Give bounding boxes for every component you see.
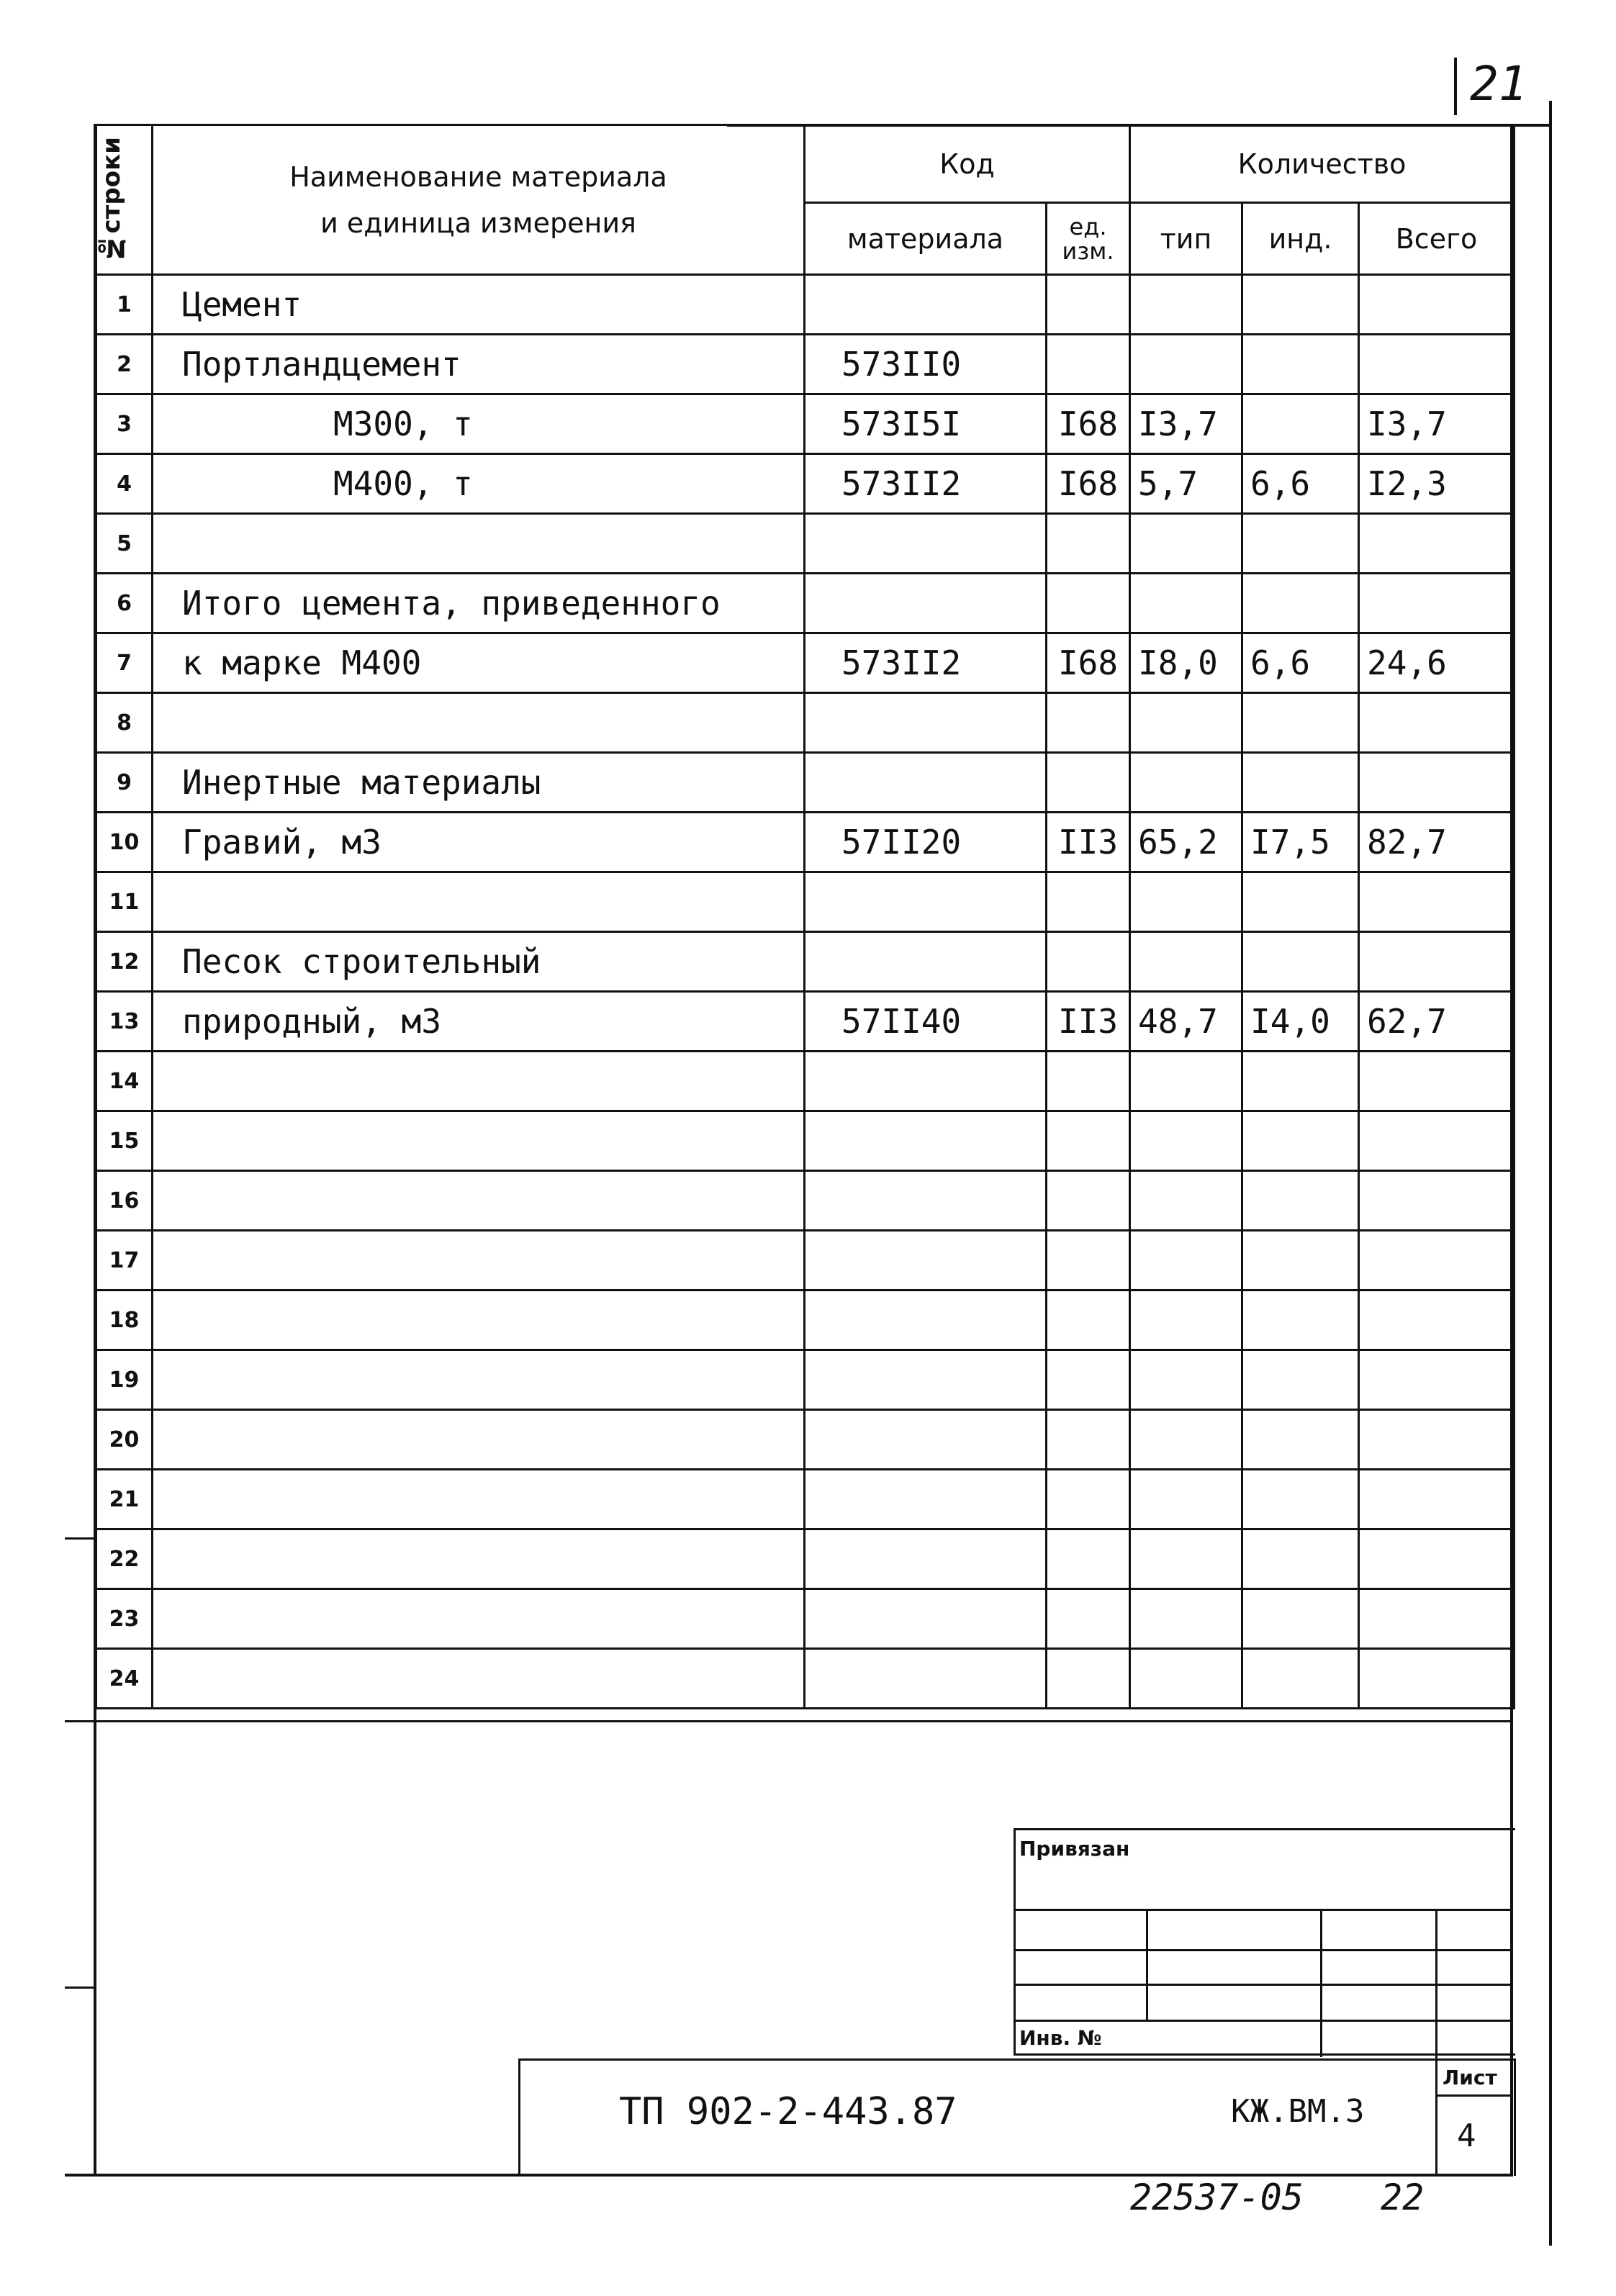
unit-code-cell <box>1047 753 1130 813</box>
project-code: ТП 902-2-443.87 <box>619 2090 957 2133</box>
material-code-cell: 573II2 <box>805 454 1047 514</box>
qty-total-cell: 62,7 <box>1359 992 1515 1052</box>
qty-typ-cell: 5,7 <box>1130 454 1242 514</box>
qty-total-header: Всего <box>1359 203 1515 275</box>
table-row <box>96 574 1515 633</box>
material-code-cell <box>805 1171 1047 1231</box>
qty-typ-cell <box>1130 932 1242 992</box>
qty-ind-cell <box>1242 693 1359 753</box>
row-number-cell: 6 <box>96 574 153 633</box>
row-number-cell: 13 <box>96 992 153 1052</box>
table-row <box>96 1589 1515 1649</box>
qty-ind-cell <box>1242 1111 1359 1171</box>
material-code-cell <box>805 275 1047 335</box>
material-name-cell <box>153 1052 805 1111</box>
qty-typ-cell: I3,7 <box>1130 394 1242 454</box>
linked-label: Привязан <box>1019 1837 1130 1861</box>
unit-code-cell <box>1047 1470 1130 1529</box>
qty-ind-cell <box>1242 1589 1359 1649</box>
unit-code-cell: I68 <box>1047 394 1130 454</box>
material-code-cell <box>805 574 1047 633</box>
unit-code-cell <box>1047 1350 1130 1410</box>
qty-typ-cell <box>1130 872 1242 932</box>
material-code-cell <box>805 1649 1047 1709</box>
material-name-cell: Итого цемента, приведенного <box>153 574 805 633</box>
sheet-label: Лист <box>1443 2066 1497 2089</box>
row-number-cell: 9 <box>96 753 153 813</box>
table-row <box>96 335 1515 394</box>
unit-code-cell <box>1047 1649 1130 1709</box>
row-number-cell: 16 <box>96 1171 153 1231</box>
material-code-cell: 573II0 <box>805 335 1047 394</box>
material-code-cell <box>805 1231 1047 1291</box>
binding-mark <box>65 1537 95 1540</box>
qty-typ-cell <box>1130 1111 1242 1171</box>
row-number-cell: 14 <box>96 1052 153 1111</box>
qty-typ-header: тип <box>1130 203 1242 275</box>
material-name-cell <box>153 1231 805 1291</box>
table-row <box>96 1052 1515 1111</box>
material-code-cell <box>805 1111 1047 1171</box>
qty-total-cell: I3,7 <box>1359 394 1515 454</box>
material-code-cell <box>805 1350 1047 1410</box>
album-code: КЖ.ВМ.3 <box>1231 2093 1365 2130</box>
row-number-header-label: №строки <box>97 137 126 263</box>
material-name-cell: Инертные материалы <box>153 753 805 813</box>
material-code-cell: 57II40 <box>805 992 1047 1052</box>
row-number-cell: 17 <box>96 1231 153 1291</box>
material-name-cell <box>153 1350 805 1410</box>
qty-total-cell <box>1359 1171 1515 1231</box>
row-number-cell: 22 <box>96 1529 153 1589</box>
qty-ind-cell <box>1242 1052 1359 1111</box>
material-name-cell <box>153 872 805 932</box>
unit-code-header-line2: изм. <box>1062 237 1114 265</box>
qty-ind-cell <box>1242 1649 1359 1709</box>
qty-typ-cell <box>1130 1410 1242 1470</box>
unit-code-cell <box>1047 275 1130 335</box>
material-name-cell: Цемент <box>153 275 805 335</box>
material-code-cell <box>805 932 1047 992</box>
table-row <box>96 1171 1515 1231</box>
stamp-hline <box>1014 1949 1513 1951</box>
table-row <box>96 514 1515 574</box>
material-name-header-line1: Наименование материала <box>289 161 667 193</box>
row-number-cell: 7 <box>96 633 153 693</box>
row-number-cell: 10 <box>96 813 153 872</box>
material-name-cell <box>153 514 805 574</box>
unit-code-cell <box>1047 1410 1130 1470</box>
qty-ind-cell: 6,6 <box>1242 454 1359 514</box>
qty-ind-cell: 6,6 <box>1242 633 1359 693</box>
qty-total-cell <box>1359 1649 1515 1709</box>
material-name-cell: Песок строительный <box>153 932 805 992</box>
qty-ind-cell <box>1242 753 1359 813</box>
footer-page: 22 <box>1381 2177 1425 2218</box>
material-name-cell <box>153 1589 805 1649</box>
qty-typ-cell <box>1130 693 1242 753</box>
material-name-cell <box>153 1529 805 1589</box>
qty-typ-cell <box>1130 335 1242 394</box>
table-row <box>96 1291 1515 1350</box>
table-row <box>96 1111 1515 1171</box>
material-code-cell <box>805 1589 1047 1649</box>
material-code-cell <box>805 1291 1047 1350</box>
material-code-cell: 57II20 <box>805 813 1047 872</box>
table-row <box>96 872 1515 932</box>
material-code-cell <box>805 693 1047 753</box>
qty-typ-cell <box>1130 1470 1242 1529</box>
row-number-cell: 12 <box>96 932 153 992</box>
qty-total-cell <box>1359 1470 1515 1529</box>
qty-typ-cell <box>1130 1529 1242 1589</box>
qty-total-cell <box>1359 693 1515 753</box>
qty-ind-cell <box>1242 1171 1359 1231</box>
row-number-cell: 15 <box>96 1111 153 1171</box>
qty-ind-cell <box>1242 1529 1359 1589</box>
qty-ind-header: инд. <box>1242 203 1359 275</box>
unit-code-cell <box>1047 932 1130 992</box>
row-number-cell: 24 <box>96 1649 153 1709</box>
qty-total-cell <box>1359 1111 1515 1171</box>
row-number-cell: 8 <box>96 693 153 753</box>
qty-ind-cell: I7,5 <box>1242 813 1359 872</box>
material-name-cell <box>153 1410 805 1470</box>
quantity-group-header: Количество <box>1130 125 1515 203</box>
row-number-cell: 3 <box>96 394 153 454</box>
qty-typ-cell <box>1130 1171 1242 1231</box>
qty-total-cell <box>1359 1410 1515 1470</box>
material-name-cell: Гравий, м3 <box>153 813 805 872</box>
row-number-cell: 1 <box>96 275 153 335</box>
row-number-cell: 11 <box>96 872 153 932</box>
material-code-cell <box>805 1410 1047 1470</box>
material-name-cell <box>153 1111 805 1171</box>
material-name-cell <box>153 1291 805 1350</box>
stamp-vline <box>1146 1909 1148 2021</box>
qty-ind-cell <box>1242 1410 1359 1470</box>
material-name-cell: М300, т <box>153 394 805 454</box>
qty-total-cell <box>1359 335 1515 394</box>
qty-total-cell <box>1359 1052 1515 1111</box>
qty-ind-cell <box>1242 574 1359 633</box>
qty-ind-cell <box>1242 932 1359 992</box>
row-number-cell: 21 <box>96 1470 153 1529</box>
unit-code-header-line1: ед. <box>1069 212 1107 240</box>
qty-typ-cell <box>1130 1350 1242 1410</box>
sheet-number: 21 <box>1470 56 1527 112</box>
unit-code-cell: I68 <box>1047 633 1130 693</box>
qty-ind-cell <box>1242 514 1359 574</box>
material-name-header <box>153 125 805 275</box>
qty-total-cell: 82,7 <box>1359 813 1515 872</box>
qty-typ-cell <box>1130 574 1242 633</box>
unit-code-cell <box>1047 335 1130 394</box>
unit-code-cell <box>1047 1589 1130 1649</box>
unit-code-cell <box>1047 1291 1130 1350</box>
unit-code-cell <box>1047 872 1130 932</box>
material-name-cell <box>153 1649 805 1709</box>
material-name-cell: М400, т <box>153 454 805 514</box>
unit-code-header <box>1047 203 1130 275</box>
material-name-cell: природный, м3 <box>153 992 805 1052</box>
qty-total-cell <box>1359 1529 1515 1589</box>
material-code-cell <box>805 1529 1047 1589</box>
table-row <box>96 932 1515 992</box>
material-code-cell <box>805 1052 1047 1111</box>
qty-ind-cell <box>1242 1350 1359 1410</box>
qty-ind-cell: I4,0 <box>1242 992 1359 1052</box>
unit-code-cell <box>1047 1052 1130 1111</box>
qty-typ-cell <box>1130 275 1242 335</box>
table-row <box>96 1529 1515 1589</box>
table-row <box>96 633 1515 693</box>
qty-ind-cell <box>1242 872 1359 932</box>
row-number-cell: 23 <box>96 1589 153 1649</box>
unit-code-cell <box>1047 1529 1130 1589</box>
table-row <box>96 275 1515 335</box>
material-code-cell <box>805 872 1047 932</box>
material-name-cell: Портландцемент <box>153 335 805 394</box>
qty-total-cell: I2,3 <box>1359 454 1515 514</box>
qty-typ-cell <box>1130 1649 1242 1709</box>
stamp-hline <box>1014 1909 1513 1911</box>
material-name-cell <box>153 693 805 753</box>
row-number-header <box>96 125 153 275</box>
binding-mark <box>65 1987 95 1989</box>
table-row <box>96 1649 1515 1709</box>
material-code-cell: 573II2 <box>805 633 1047 693</box>
qty-total-cell <box>1359 753 1515 813</box>
table-row <box>96 992 1515 1052</box>
material-name-header-line2: и единица измерения <box>320 207 636 239</box>
qty-ind-cell <box>1242 1291 1359 1350</box>
stamp-hline <box>1014 2020 1513 2022</box>
unit-code-cell <box>1047 693 1130 753</box>
unit-code-cell <box>1047 1111 1130 1171</box>
qty-ind-cell <box>1242 394 1359 454</box>
table-row <box>96 1350 1515 1410</box>
qty-typ-cell: 48,7 <box>1130 992 1242 1052</box>
qty-typ-cell: 65,2 <box>1130 813 1242 872</box>
qty-ind-cell <box>1242 275 1359 335</box>
row-number-cell: 19 <box>96 1350 153 1410</box>
material-code-cell: 573I5I <box>805 394 1047 454</box>
stamp-vline <box>1320 1909 1322 2057</box>
qty-typ-cell <box>1130 1231 1242 1291</box>
table-row <box>96 1470 1515 1529</box>
table-row <box>96 454 1515 514</box>
qty-ind-cell <box>1242 1470 1359 1529</box>
qty-total-cell <box>1359 574 1515 633</box>
inventory-number-label: Инв. № <box>1019 2026 1102 2050</box>
code-group-header: Код <box>805 125 1130 203</box>
table-row <box>96 1410 1515 1470</box>
qty-total-cell <box>1359 872 1515 932</box>
qty-total-cell <box>1359 932 1515 992</box>
table-row <box>96 693 1515 753</box>
unit-code-cell: II3 <box>1047 992 1130 1052</box>
material-code-cell <box>805 1470 1047 1529</box>
material-name-cell <box>153 1171 805 1231</box>
table-row <box>96 394 1515 454</box>
row-number-cell: 18 <box>96 1291 153 1350</box>
qty-total-cell: 24,6 <box>1359 633 1515 693</box>
material-code-cell <box>805 753 1047 813</box>
qty-typ-cell <box>1130 753 1242 813</box>
qty-typ-cell <box>1130 514 1242 574</box>
unit-code-cell <box>1047 1171 1130 1231</box>
row-number-cell: 2 <box>96 335 153 394</box>
table-row <box>96 1231 1515 1291</box>
stamp-hline <box>1014 1984 1513 1986</box>
frame-right-line <box>1549 101 1552 2246</box>
qty-total-cell <box>1359 275 1515 335</box>
qty-typ-cell <box>1130 1589 1242 1649</box>
material-code-cell <box>805 514 1047 574</box>
qty-total-cell <box>1359 1589 1515 1649</box>
qty-total-cell <box>1359 1231 1515 1291</box>
unit-code-cell: I68 <box>1047 454 1130 514</box>
unit-code-cell <box>1047 574 1130 633</box>
table-row <box>96 813 1515 872</box>
row-number-cell: 20 <box>96 1410 153 1470</box>
sheet-value: 4 <box>1457 2118 1476 2154</box>
frame-divider-line <box>65 1720 1513 1722</box>
qty-total-cell <box>1359 1291 1515 1350</box>
qty-typ-cell <box>1130 1052 1242 1111</box>
material-name-cell: к марке М400 <box>153 633 805 693</box>
footer-number: 22537-05 <box>1130 2177 1304 2218</box>
sheet-box-hline <box>1435 2094 1513 2097</box>
material-code-header: материала <box>805 203 1047 275</box>
qty-typ-cell <box>1130 1291 1242 1350</box>
sheet-number-divider <box>1454 58 1457 115</box>
unit-code-cell <box>1047 1231 1130 1291</box>
material-name-cell <box>153 1470 805 1529</box>
unit-code-cell <box>1047 514 1130 574</box>
row-number-cell: 5 <box>96 514 153 574</box>
qty-ind-cell <box>1242 1231 1359 1291</box>
qty-ind-cell <box>1242 335 1359 394</box>
qty-total-cell <box>1359 1350 1515 1410</box>
row-number-cell: 4 <box>96 454 153 514</box>
materials-table-body <box>96 275 1515 1709</box>
materials-table <box>95 124 1515 1709</box>
qty-total-cell <box>1359 514 1515 574</box>
unit-code-cell: II3 <box>1047 813 1130 872</box>
qty-typ-cell: I8,0 <box>1130 633 1242 693</box>
table-row <box>96 753 1515 813</box>
